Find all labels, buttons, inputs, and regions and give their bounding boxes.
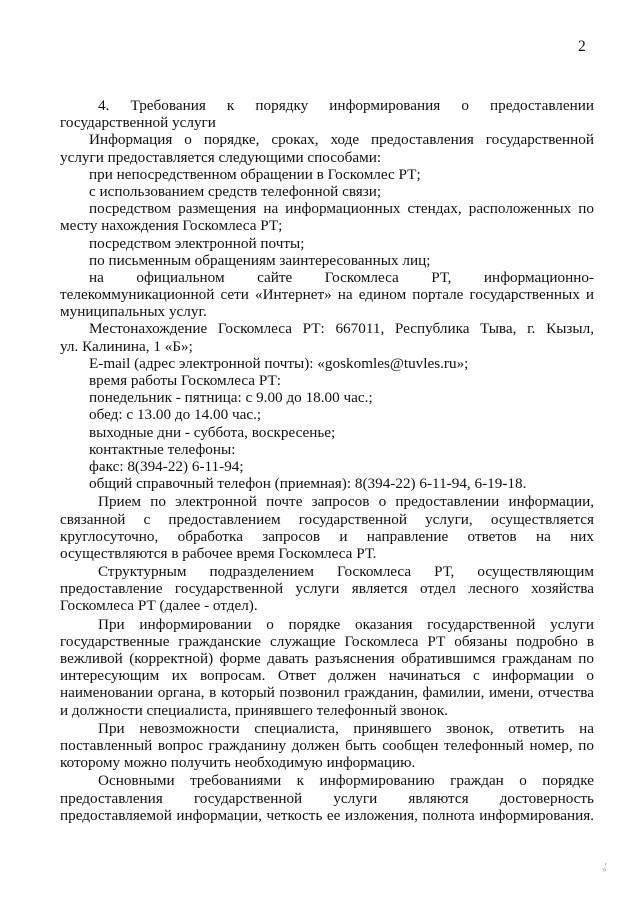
text-line: При невозможности специалиста, принявшего звонок, ответить на	[98, 719, 594, 737]
text-line: круглосуточно, обработка запросов и направление ответов на них	[60, 527, 594, 545]
text-line: Местонахождение Госкомлеса РТ: 667011, Республика Тыва, г. Кызыл,	[89, 320, 594, 338]
text-line: месту нахождения Госкомлеса РТ;	[60, 217, 283, 235]
text-line: предоставления государственной услуги являются достоверность	[60, 789, 594, 807]
email-line: E-mail (адрес электронной почты): «goskomles@tuvles.ru»;	[89, 354, 469, 372]
text-line: поставленный вопрос гражданину должен быть сообщен телефонный номер, по	[60, 736, 594, 754]
text-line: наименовании органа, в который позвонил гражданин, фамилии, имени, отчества	[60, 684, 594, 702]
text-line: муниципальных услуг.	[60, 303, 207, 321]
text-line: вежливой (корректной) форме давать разъяснения обратившимся гражданам по	[60, 650, 594, 667]
text-line: предоставление государственной услуги является отдел лесного хозяйства	[60, 580, 594, 598]
text-line: посредством электронной почты;	[89, 234, 305, 252]
fax-line: факс: 8(394-22) 6-11-94;	[89, 457, 244, 475]
text-line: посредством размещения на информационных стендах, расположенных по	[89, 200, 594, 218]
text-line: Госкомлеса РТ (далее - отдел).	[60, 597, 258, 615]
text-line: ул. Калинина, 1 «Б»;	[60, 337, 193, 355]
text-line: время работы Госкомлеса РТ:	[89, 372, 281, 389]
section-heading-line-1: 4. Требования к порядку информирования о предоставлении	[98, 97, 594, 114]
document-body	[60, 97, 594, 824]
text-line: предоставляемой информации, четкость ее изложения, полнота информирования.	[60, 806, 594, 824]
text-line: телекоммуникационной сети «Интернет» на едином портале государственных и	[60, 286, 594, 304]
text-line: по письменным обращениям заинтересованных лиц;	[89, 251, 431, 269]
text-line: осуществляются в рабочее время Госкомлеса РТ.	[60, 544, 377, 562]
text-line: Основными требованиями к информированию граждан о порядке	[98, 772, 594, 790]
text-line: интересующим их вопросам. Ответ должен начинаться с информации о	[60, 667, 594, 685]
text-line: услуги предоставляется следующими способами:	[60, 148, 382, 166]
text-line: выходные дни - суббота, воскресенье;	[89, 423, 336, 441]
text-line: государственные гражданские служащие Госкомлеса РТ обязаны подробно в	[60, 632, 594, 650]
section-heading-line-2: государственной услуги	[60, 114, 216, 132]
text-line: при непосредственном обращении в Госкомлес РТ;	[89, 165, 421, 183]
text-line: и должности специалиста, принявшего телефонный звонок.	[60, 701, 448, 719]
text-line: При информировании о порядке оказания государственной услуги	[98, 615, 594, 633]
text-line: обед: с 13.00 до 14.00 час.;	[89, 406, 262, 424]
text-line: Прием по электронной почте запросов о предоставлении информации,	[98, 493, 594, 511]
text-line: с использованием средств телефонной связи;	[89, 182, 382, 200]
text-line: Информация о порядке, сроках, ходе предоставления государственной	[89, 131, 594, 149]
text-line: Структурным подразделением Госкомлеса РТ, осуществляющим	[98, 563, 594, 581]
text-line: которому можно получить необходимую информацию.	[60, 754, 416, 772]
text-line: на официальном сайте Госкомлеса РТ, информационно-	[89, 268, 594, 286]
corner-scribble-mark: ᵢᵢ´	[600, 861, 610, 873]
phone-line: общий справочный телефон (приемная): 8(394-22) 6-11-94, 6-19-18.	[89, 475, 527, 493]
text-line: понедельник - пятница: с 9.00 до 18.00 час.;	[89, 389, 373, 407]
text-line: контактные телефоны:	[89, 440, 236, 458]
page-number: 2	[578, 38, 586, 55]
text-line: связанной с предоставлением государственной услуги, осуществляется	[60, 510, 594, 528]
